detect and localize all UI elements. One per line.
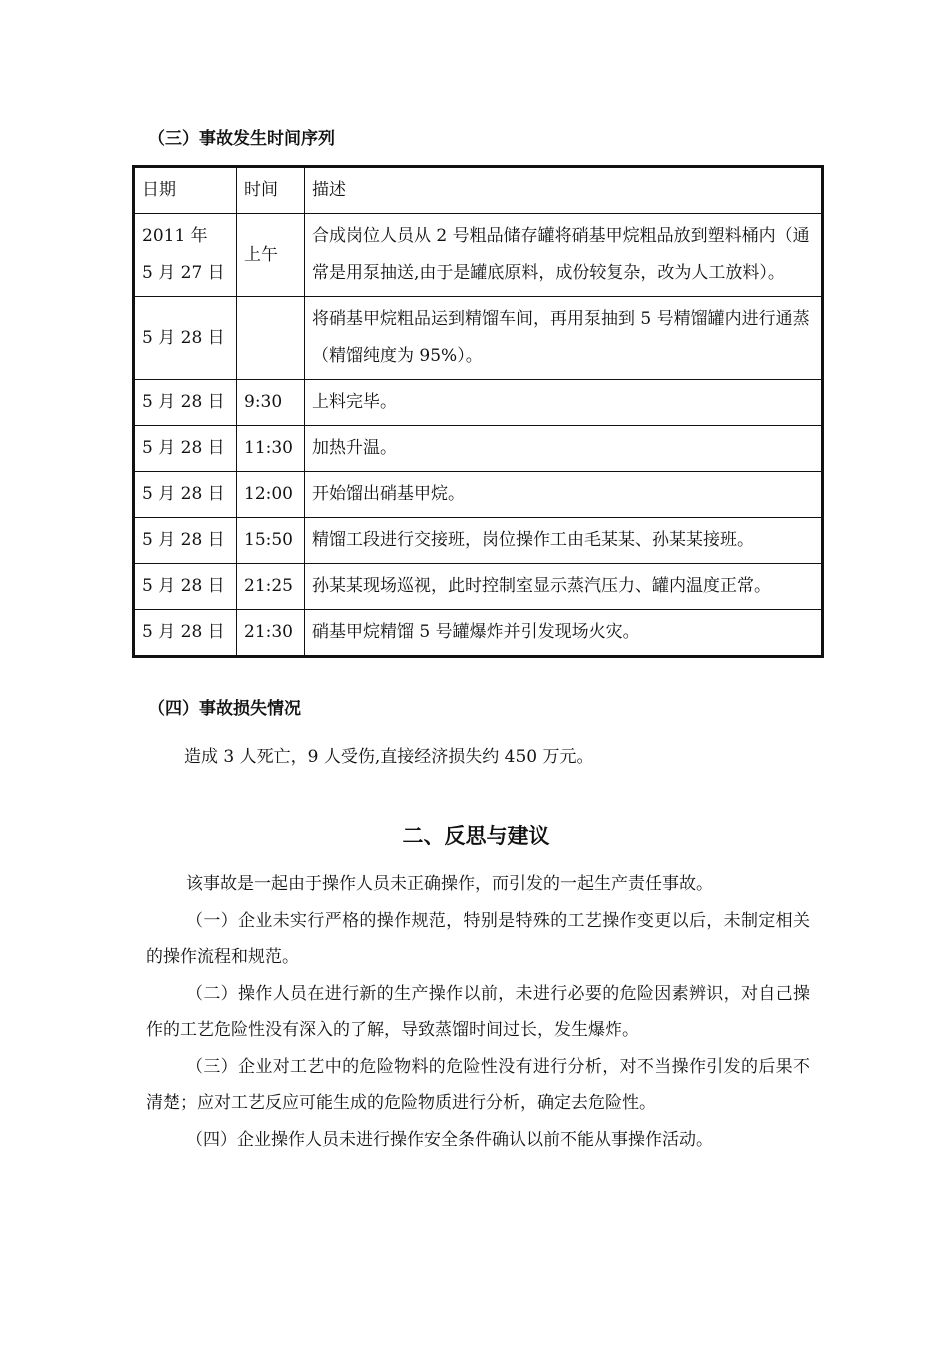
cell-time: 9:30 bbox=[237, 380, 305, 426]
table-row bbox=[134, 518, 823, 564]
cell-description: 加热升温。 bbox=[305, 426, 823, 472]
cell-date: 5 月 28 日 bbox=[134, 610, 237, 657]
cell-date: 5 月 28 日 bbox=[134, 380, 237, 426]
cell-description: 硝基甲烷精馏 5 号罐爆炸并引发现场火灾。 bbox=[305, 610, 823, 657]
cell-time: 15:50 bbox=[237, 518, 305, 564]
cell-description: 上料完毕。 bbox=[305, 380, 823, 426]
cell-description: 精馏工段进行交接班，岗位操作工由毛某某、孙某某接班。 bbox=[305, 518, 823, 564]
cell-description: 孙某某现场巡视，此时控制室显示蒸汽压力、罐内温度正常。 bbox=[305, 564, 823, 610]
table-row bbox=[134, 564, 823, 610]
section-heading-losses: （四）事故损失情况 bbox=[148, 699, 301, 719]
cell-time: 11:30 bbox=[237, 426, 305, 472]
table-row bbox=[134, 472, 823, 518]
cell-time bbox=[237, 297, 305, 380]
table-row bbox=[134, 426, 823, 472]
paragraph: （一）企业未实行严格的操作规范，特别是特殊的工艺操作变更以后，未制定相关的操作流程和规范。 bbox=[146, 910, 810, 967]
cell-date: 5 月 28 日 bbox=[134, 518, 237, 564]
table-row bbox=[134, 297, 823, 380]
table-header-row bbox=[134, 167, 823, 214]
part-title: 二、反思与建议 bbox=[402, 824, 550, 848]
table-row bbox=[134, 214, 823, 297]
cell-description: 开始馏出硝基甲烷。 bbox=[305, 472, 823, 518]
header-date: 日期 bbox=[134, 167, 237, 214]
table-row bbox=[134, 380, 823, 426]
section-heading-timeline: （三）事故发生时间序列 bbox=[148, 129, 335, 149]
cell-time: 21:30 bbox=[237, 610, 305, 657]
cell-time: 12:00 bbox=[237, 472, 305, 518]
paragraph: （四）企业操作人员未进行操作安全条件确认以前不能从事操作活动。 bbox=[186, 1129, 713, 1150]
cell-time: 21:25 bbox=[237, 564, 305, 610]
cell-date: 2011 年 5 月 27 日 bbox=[134, 214, 237, 297]
loss-text: 造成 3 人死亡，9 人受伤,直接经济损失约 450 万元。 bbox=[184, 747, 594, 767]
cell-time: 上午 bbox=[237, 214, 305, 297]
header-time: 时间 bbox=[237, 167, 305, 214]
recommendations-body bbox=[146, 866, 810, 1158]
cell-date: 5 月 28 日 bbox=[134, 297, 237, 380]
paragraph: （三）企业对工艺中的危险物料的危险性没有进行分析，对不当操作引发的后果不清楚；应对工艺反应可能生成的危险物质进行分析，确定去危险性。 bbox=[146, 1056, 810, 1113]
table-row bbox=[134, 610, 823, 657]
paragraph: 该事故是一起由于操作人员未正确操作，而引发的一起生产责任事故。 bbox=[186, 874, 713, 894]
cell-description: 将硝基甲烷粗品运到精馏车间，再用泵抽到 5 号精馏罐内进行通蒸（精馏纯度为 95%）。 bbox=[305, 297, 823, 380]
header-description: 描述 bbox=[305, 167, 823, 214]
cell-date: 5 月 28 日 bbox=[134, 564, 237, 610]
paragraph: （二）操作人员在进行新的生产操作以前，未进行必要的危险因素辨识，对自己操作的工艺危险性没有深入的了解，导致蒸馏时间过长，发生爆炸。 bbox=[146, 983, 810, 1040]
cell-date: 5 月 28 日 bbox=[134, 426, 237, 472]
timeline-table bbox=[132, 165, 824, 658]
cell-date: 5 月 28 日 bbox=[134, 472, 237, 518]
cell-description: 合成岗位人员从 2 号粗品储存罐将硝基甲烷粗品放到塑料桶内（通常是用泵抽送,由于是罐底原料，成份较复杂，改为人工放料）。 bbox=[305, 214, 823, 297]
